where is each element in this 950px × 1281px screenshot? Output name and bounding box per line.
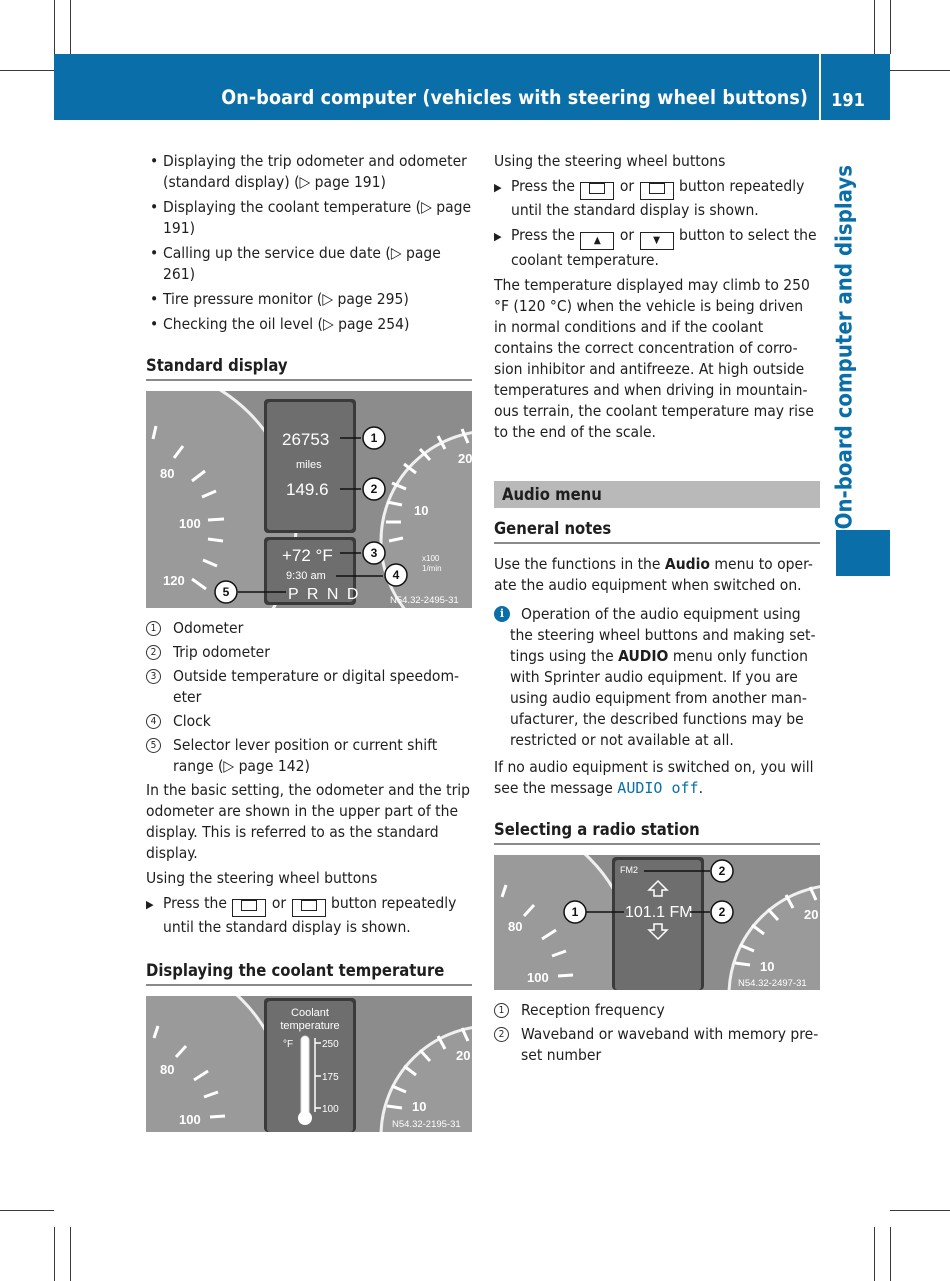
step-text: or [271, 894, 287, 912]
right-column [494, 151, 820, 1069]
rpm-unit: x100 [422, 554, 440, 563]
legend-number: 3 [146, 669, 161, 684]
info-icon: i [494, 606, 510, 622]
crop-mark [874, 0, 875, 54]
list-item: • Tire pressure monitor (▷ page 295) [146, 289, 472, 310]
body-paragraph [494, 757, 820, 799]
crop-mark [54, 0, 55, 54]
step-text: or [619, 226, 635, 244]
body-paragraph: The temperature displayed may climb to 250 °F (120 °C) when the vehicle is being driven in normal conditions and if the coolant contains the correct concentration of corro-sion inhibitor and antifreeze. At high outside temperatures and when driving in mountain-ous terrain, the coolant temperature may rise to the end of the scale. [494, 276, 814, 441]
instrument-cluster-figure [146, 391, 472, 608]
temperature-value: +72 °F [282, 546, 333, 565]
crop-mark [70, 0, 71, 54]
scale-label: 100 [322, 1104, 339, 1115]
coolant-unit: °F [283, 1039, 294, 1050]
instruction-step [494, 176, 820, 221]
gauge-label: 10 [414, 503, 429, 518]
gauge-label: 80 [160, 466, 175, 481]
callout-number: 2 [718, 905, 726, 919]
crop-mark [54, 1227, 55, 1281]
step-text: button to select the coolant temperature. [511, 226, 817, 269]
text-run: . [698, 779, 704, 797]
text-run: menu only function with Sprinter audio equipment. If you are using audio equipment from another man-ufacturer, the described functions may be restricted or not available at all. [510, 647, 809, 749]
gauge-label: 80 [508, 919, 523, 934]
text-run: Use the functions in the [494, 555, 661, 573]
crop-mark [890, 0, 891, 54]
legend-number: 1 [146, 621, 161, 636]
side-tab [823, 165, 865, 530]
odometer-value: 26753 [282, 430, 330, 449]
section-heading-general-notes: General notes [494, 518, 820, 544]
gauge-label: 20 [456, 1048, 471, 1063]
list-item: • Calling up the service due date (▷ page 261) [146, 243, 472, 285]
legend-text: Odometer [173, 619, 244, 637]
display-message: AUDIO off [617, 779, 699, 797]
legend-item [494, 1000, 820, 1021]
crop-mark [70, 1227, 71, 1281]
standard-display-image [146, 391, 472, 608]
step-text: Press the [511, 177, 575, 195]
legend-number: 2 [494, 1027, 509, 1042]
scale-label: 250 [322, 1039, 339, 1050]
gauge-label: 100 [179, 516, 201, 531]
legend-item [146, 666, 472, 708]
menu-button-icon [580, 182, 614, 200]
crop-mark [890, 1227, 891, 1281]
crop-mark [874, 1227, 875, 1281]
legend-item [146, 711, 472, 732]
gauge-label: 10 [760, 959, 775, 974]
frequency-value: 101.1 FM [625, 904, 693, 921]
body-paragraph [494, 554, 820, 596]
legend-text: Selector lever position or current shift range (▷ page 142) [173, 736, 438, 775]
info-note [494, 604, 820, 751]
figure-code: N54.32-2495-31 [390, 595, 459, 606]
down-button-icon: ▼ [640, 232, 674, 250]
figure-code: N54.32-2195-31 [392, 1119, 461, 1130]
legend-item [146, 618, 472, 639]
gear-indicator: P R N D [288, 586, 361, 603]
left-column [146, 151, 472, 1142]
legend-item [146, 735, 472, 777]
legend-text: Clock [173, 712, 211, 730]
text-run-bold: Audio [664, 555, 710, 573]
text-run: If no audio equipment is switched on, you will see the message [494, 758, 814, 797]
menu-button-icon [292, 899, 326, 917]
callout-number: 5 [222, 585, 230, 599]
side-tab-marker [836, 530, 890, 576]
body-paragraph: In the basic setting, the odometer and the trip odometer are shown in the upper part of the display. This is referred to as the standard display. [146, 781, 471, 862]
section-heading-standard-display: Standard display [146, 355, 472, 381]
gauge-label: 120 [163, 573, 185, 588]
list-item: • Displaying the trip odometer and odometer (standard display) (▷ page 191) [146, 151, 472, 193]
text-run: menu to oper-ate the audio equipment when switched on. [494, 555, 813, 594]
header-divider [819, 54, 821, 120]
figure-code: N54.32-2497-31 [738, 978, 807, 989]
callout-number: 1 [571, 905, 579, 919]
up-button-icon: ▲ [580, 232, 614, 250]
step-text: Press the [163, 894, 227, 912]
instruction-step [146, 893, 472, 938]
side-tab-label: On-board computer and displays [832, 165, 857, 530]
callout-number: 2 [718, 864, 726, 878]
list-item: • Checking the oil level (▷ page 254) [146, 314, 472, 335]
page-number: 191 [831, 90, 865, 111]
coolant-cluster-figure [146, 996, 472, 1132]
crop-mark [890, 1210, 950, 1211]
legend-text: Waveband or waveband with memory pre-set number [521, 1025, 819, 1064]
body-paragraph: Using the steering wheel buttons [146, 869, 378, 887]
rpm-unit: 1/min [422, 564, 442, 573]
section-heading-radio-station: Selecting a radio station [494, 819, 820, 845]
coolant-title: temperature [280, 1020, 340, 1032]
radio-display-image [494, 855, 820, 990]
distance-unit: miles [296, 459, 322, 471]
radio-cluster-figure [494, 855, 820, 990]
step-text: Press the [511, 226, 575, 244]
step-text: button repeatedly until the standard display is shown. [511, 177, 805, 219]
page-title: On-board computer (vehicles with steering wheel buttons) [221, 86, 808, 109]
trip-value: 149.6 [286, 480, 329, 499]
legend-item [494, 1024, 820, 1066]
legend-text: Outside temperature or digital speedom-eter [173, 667, 460, 706]
gauge-label: 20 [458, 451, 472, 466]
clock-value: 9:30 am [286, 570, 326, 582]
gauge-label: 100 [179, 1112, 201, 1127]
text-run: Operation of the audio equipment using the steering wheel buttons and making set-tings using the [510, 605, 816, 665]
callout-number: 4 [392, 568, 400, 582]
waveband-label: FM2 [620, 865, 638, 875]
step-text: or [619, 177, 635, 195]
legend-item [146, 642, 472, 663]
coolant-title: Coolant [291, 1007, 329, 1019]
body-paragraph: Using the steering wheel buttons [494, 152, 726, 170]
scale-label: 175 [322, 1072, 339, 1083]
legend-number: 2 [146, 645, 161, 660]
text-run-bold: AUDIO [618, 647, 669, 665]
menu-button-icon [232, 899, 266, 917]
legend-text: Trip odometer [173, 643, 270, 661]
coolant-display-image [146, 996, 472, 1132]
instruction-step [494, 225, 820, 271]
callout-number: 3 [370, 546, 378, 560]
gauge-label: 80 [160, 1062, 175, 1077]
crop-mark [890, 70, 950, 71]
gauge-label: 100 [527, 970, 549, 985]
legend-number: 1 [494, 1003, 509, 1018]
list-item: • Displaying the coolant temperature (▷ page 191) [146, 197, 472, 239]
step-text: button repeatedly until the standard display is shown. [163, 894, 457, 936]
gauge-label: 20 [804, 907, 819, 922]
info-text [510, 604, 820, 751]
crop-mark [0, 70, 54, 71]
section-heading-coolant: Displaying the coolant temperature [146, 960, 472, 986]
callout-number: 2 [370, 482, 378, 496]
legend-text: Reception frequency [521, 1001, 665, 1019]
callout-number: 1 [370, 431, 378, 445]
gauge-label: 10 [412, 1099, 427, 1114]
crop-mark [0, 1210, 54, 1211]
legend-number: 4 [146, 714, 161, 729]
legend-number: 5 [146, 738, 161, 753]
section-heading-audio-menu: Audio menu [494, 481, 820, 508]
menu-button-icon [640, 182, 674, 200]
